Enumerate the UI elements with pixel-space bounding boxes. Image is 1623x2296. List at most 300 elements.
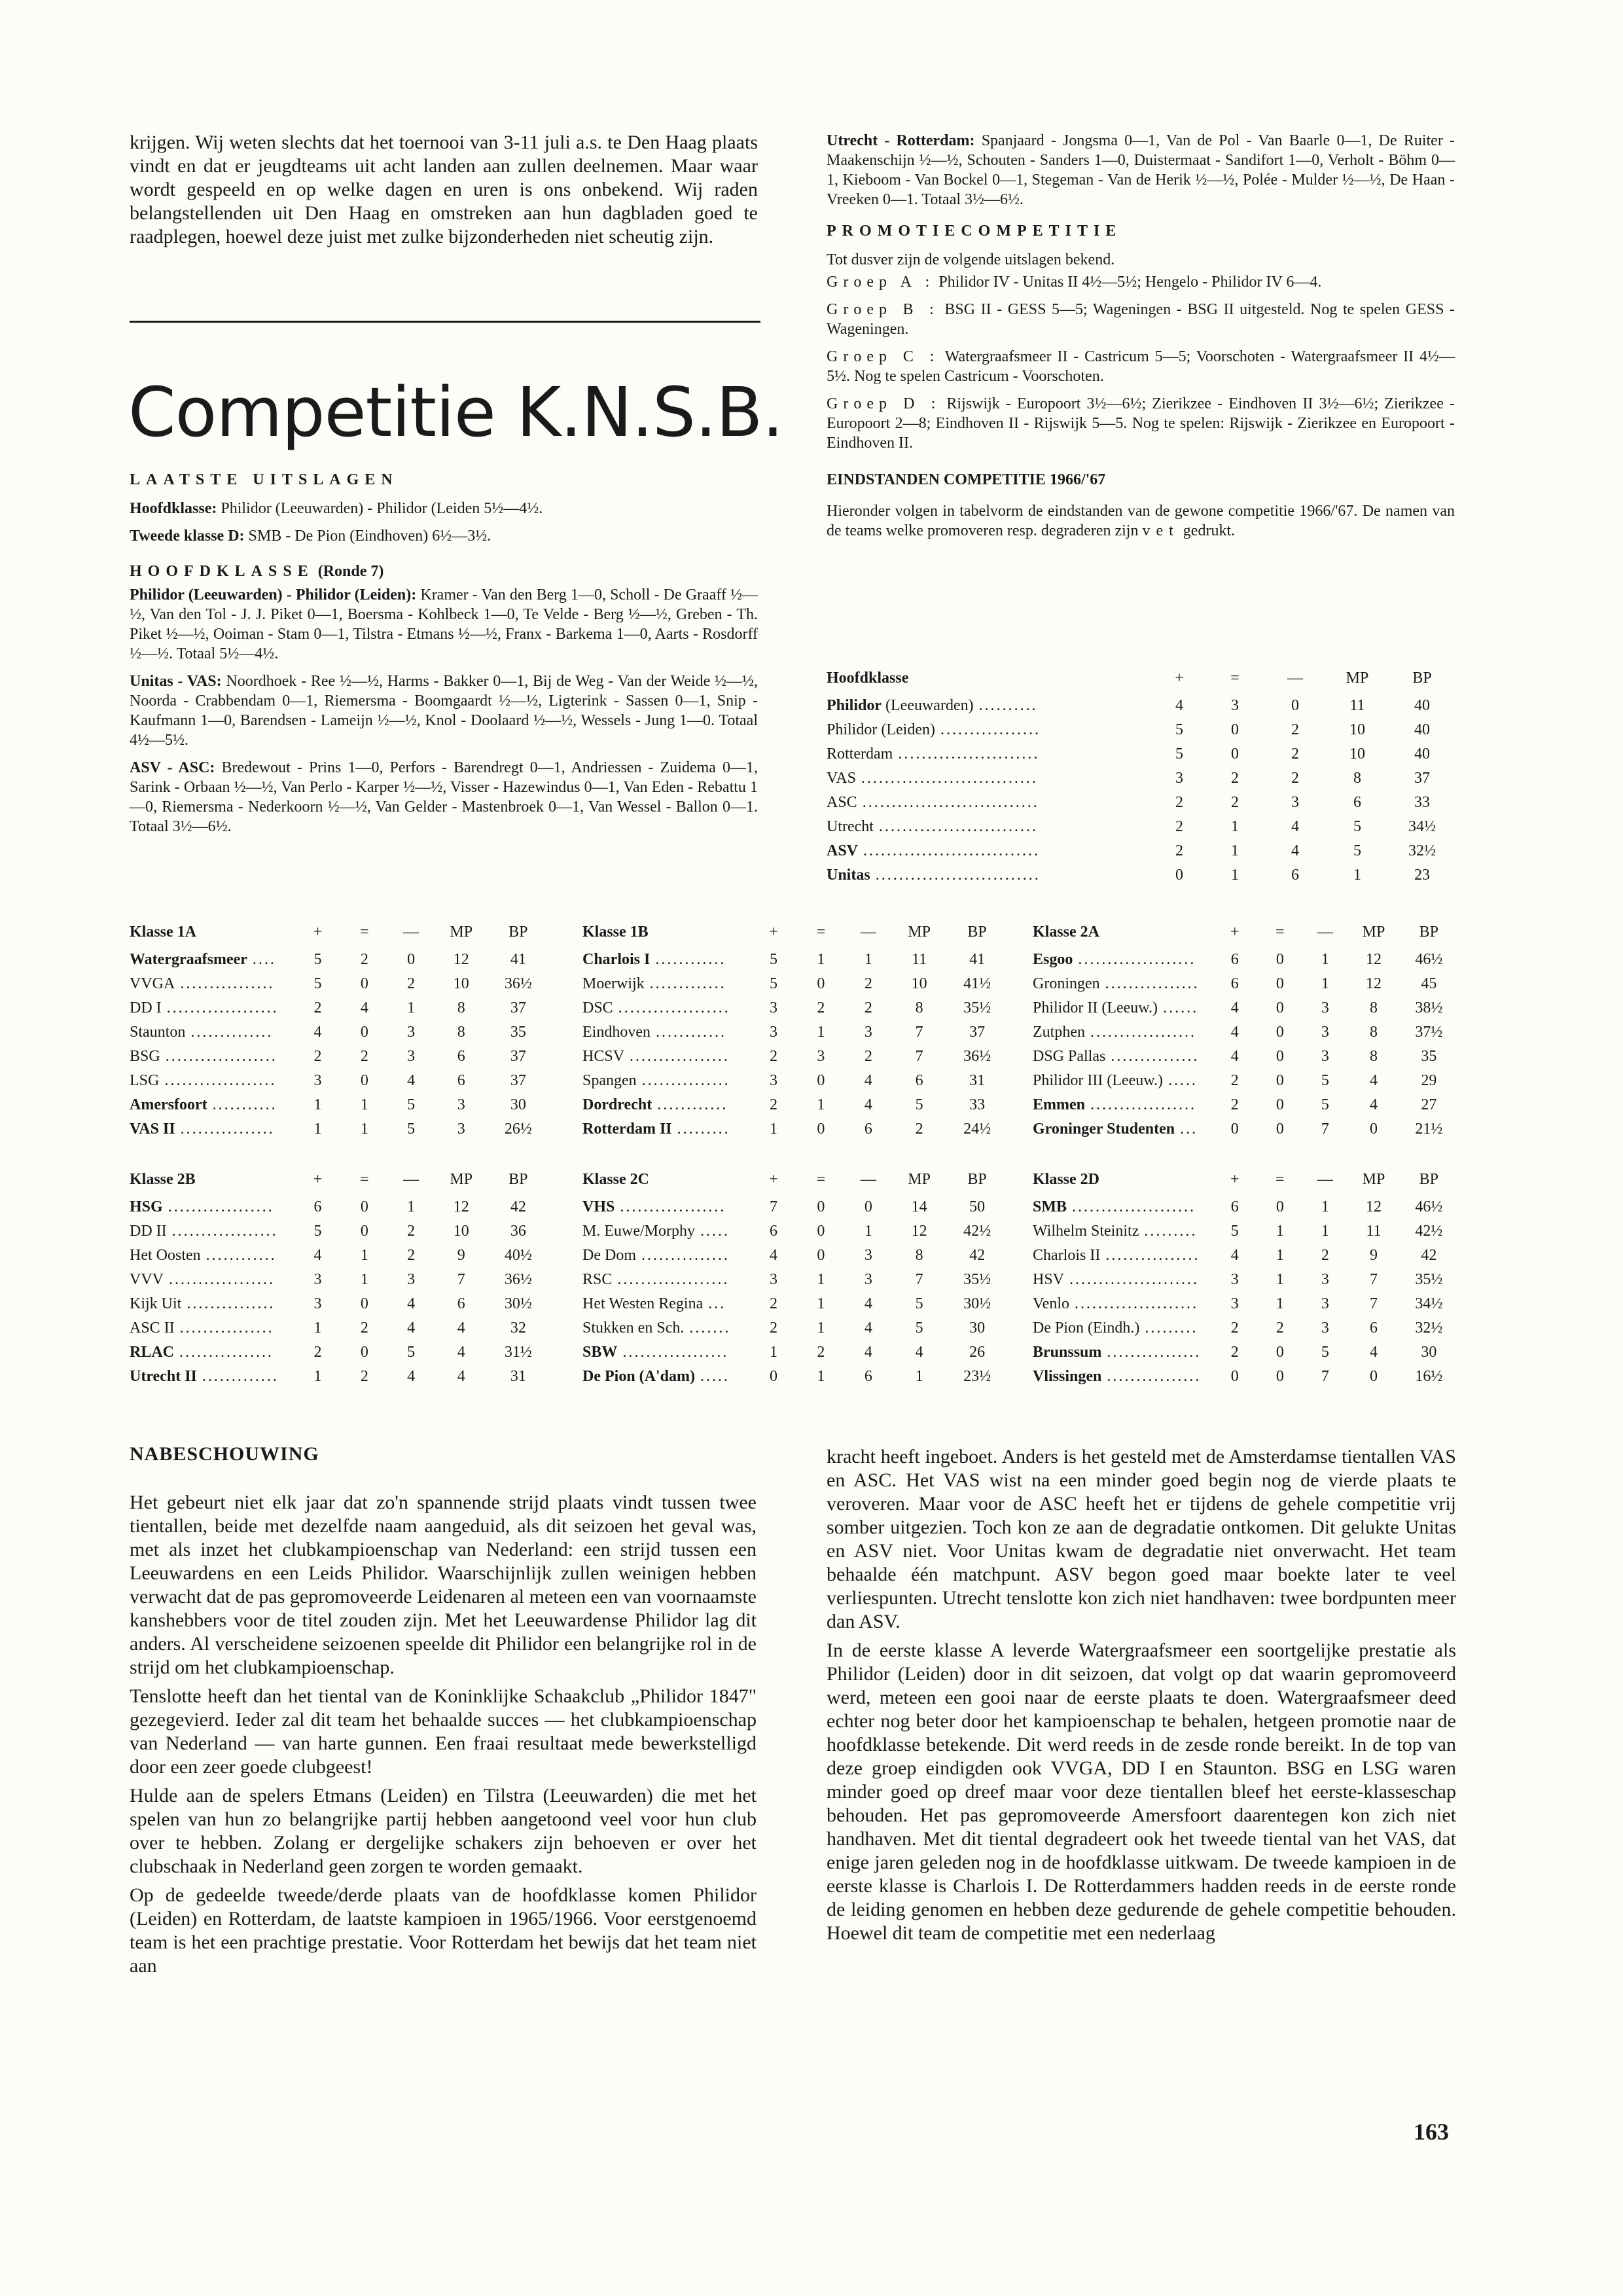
cell-won: 0 bbox=[1230, 1368, 1239, 1385]
table-row bbox=[130, 1093, 548, 1117]
col-bp: BP bbox=[508, 1170, 528, 1188]
team-name-cell bbox=[827, 863, 1154, 888]
cell-mp: 12 bbox=[1366, 1198, 1382, 1215]
team-name: RLAC bbox=[130, 1344, 175, 1361]
table-row bbox=[130, 996, 548, 1020]
leader-dots: .................. bbox=[169, 1271, 275, 1288]
leader-dots: ................... bbox=[618, 999, 730, 1016]
cell-drawn: 1 bbox=[1275, 1295, 1284, 1312]
team-name: DD II bbox=[130, 1223, 167, 1240]
cell-lost: 3 bbox=[407, 1024, 416, 1041]
cell-won: 5 bbox=[313, 1223, 322, 1240]
team-name-cell bbox=[582, 1316, 750, 1340]
cell-bp: 45 bbox=[1421, 975, 1437, 992]
table-row bbox=[582, 1093, 1008, 1117]
leader-dots: .......... bbox=[978, 697, 1038, 714]
table-title: Klasse 2A bbox=[1033, 923, 1099, 941]
table-row bbox=[1033, 1316, 1458, 1340]
team-name-cell bbox=[130, 1268, 294, 1292]
cell-mp: 12 bbox=[1366, 951, 1382, 968]
team-name: Groninger Studenten bbox=[1033, 1121, 1175, 1138]
cell-won: 0 bbox=[1175, 867, 1183, 884]
table-row bbox=[582, 1340, 1008, 1365]
table-row bbox=[1033, 1045, 1458, 1069]
cell-mp: 8 bbox=[1353, 770, 1361, 787]
cell-drawn: 2 bbox=[817, 1344, 825, 1361]
cell-drawn: 0 bbox=[1231, 745, 1239, 762]
cell-bp: 37 bbox=[510, 999, 526, 1016]
team-name: RSC bbox=[582, 1271, 613, 1288]
promotie-group bbox=[827, 347, 1455, 386]
leader-dots: .... bbox=[252, 951, 276, 968]
cell-bp: 42 bbox=[510, 1198, 526, 1215]
cell-bp: 35½ bbox=[963, 999, 991, 1016]
cell-lost: 2 bbox=[864, 975, 872, 992]
col-drawn: = bbox=[1275, 1170, 1285, 1188]
paragraph: Het gebeurt niet elk jaar dat zo'n spannende strijd plaats vindt tussen twee tientallen, beide met dezelfde naam aangeduid, als dit seizoen het geval was, met als inzet het clubkampioenschap van Nederland: een strijd tussen een Leeuwardens en een Leids Philidor. Waarschijnlijk zullen weinigen hebben verwacht dat de pas gepromoveerde Leidenaren al meteen een van voornaamste kanshebbers voor de titel zouden zijn. Met het Leeuwardense Philidor lag dit anders. Al verscheidene seizoenen speelde dit Philidor een belangrijke rol in de strijd om het clubkampioenschap. bbox=[130, 1492, 757, 1678]
cell-drawn: 3 bbox=[817, 1048, 825, 1065]
team-name-cell bbox=[130, 1045, 294, 1069]
group-text: Philidor IV - Unitas II 4½—5½; Hengelo - Philidor IV 6—4. bbox=[938, 274, 1322, 291]
table-row bbox=[130, 948, 548, 972]
cell-won: 2 bbox=[313, 1048, 322, 1065]
team-name: SMB bbox=[1033, 1198, 1067, 1215]
team-name-cell bbox=[582, 1093, 750, 1117]
cell-bp: 31 bbox=[969, 1072, 986, 1089]
team-name-cell bbox=[130, 996, 294, 1020]
cell-drawn: 2 bbox=[1231, 794, 1239, 811]
team-name-cell bbox=[1033, 1268, 1212, 1292]
team-name: VVGA bbox=[130, 975, 175, 992]
match-result bbox=[130, 758, 758, 836]
table-row bbox=[827, 863, 1455, 888]
cell-bp: 42 bbox=[969, 1247, 986, 1264]
leader-dots: ................ bbox=[179, 1319, 274, 1336]
section-divider bbox=[130, 321, 760, 323]
leader-dots: ........................ bbox=[898, 745, 1040, 762]
paragraph: Op de gedeelde tweede/derde plaats van de hoofdklasse komen Philidor (Leiden) en Rotterdam, de laatste kampioen in 1965/1966. Voor eerstgenoemd team is het een prachtige prestatie. Voor Rotterdam het bewijs dat het team niet aan bbox=[130, 1884, 757, 1977]
team-name: VVV bbox=[130, 1271, 164, 1288]
standings-table bbox=[1033, 916, 1458, 1141]
cell-lost: 4 bbox=[1291, 842, 1299, 859]
leader-dots: .............. bbox=[190, 1024, 274, 1041]
leader-dots: ............. bbox=[649, 975, 726, 992]
cell-won: 2 bbox=[769, 1096, 777, 1113]
table-row bbox=[582, 1316, 1008, 1340]
team-name: Eindhoven bbox=[582, 1024, 651, 1041]
match-teams: ASV - ASC: bbox=[130, 759, 215, 776]
cell-bp: 41 bbox=[969, 951, 986, 968]
paragraph: kracht heeft ingeboet. Anders is het gesteld met de Amsterdamse tientallen VAS en ASC. Het VAS wist na een minder goed begin nog de vierde plaats te veroveren. Maar voor de ASC heeft het er tijdens de gehele competitie vrij somber uitgezien. Toch kon ze aan de degradatie ontkomen. Dit gelukte Unitas en ASV niet. Voor Unitas kwam de degradatie niet onverwacht. Het team behaalde één matchpunt. ASV begon goed maar boekte later te veel verliespunten. Utrecht tenslotte kon zich niet handhaven: twee bordpunten meer dan ASV. bbox=[827, 1446, 1456, 1632]
col-drawn: = bbox=[1275, 923, 1285, 941]
cell-drawn: 0 bbox=[817, 1072, 825, 1089]
group-label: Groep D : bbox=[827, 395, 941, 412]
col-lost: — bbox=[860, 923, 876, 941]
cell-mp: 1 bbox=[1353, 867, 1361, 884]
col-lost: — bbox=[1287, 669, 1303, 687]
cell-bp: 31½ bbox=[504, 1344, 532, 1361]
col-bp: BP bbox=[967, 923, 987, 941]
col-drawn: = bbox=[816, 1170, 826, 1188]
cell-bp: 46½ bbox=[1415, 951, 1443, 968]
eind-text-after: gedrukt. bbox=[1183, 522, 1236, 539]
team-name-cell bbox=[1033, 1292, 1212, 1316]
team-name-cell bbox=[582, 1219, 750, 1244]
cell-lost: 4 bbox=[407, 1295, 416, 1312]
cell-drawn: 1 bbox=[360, 1096, 368, 1113]
leader-dots: ...................... bbox=[1069, 1271, 1200, 1288]
cell-won: 1 bbox=[313, 1368, 322, 1385]
cell-lost: 4 bbox=[864, 1319, 872, 1336]
paragraph: Tenslotte heeft dan het tiental van de Koninklijke Schaakclub „Philidor 1847" gezegevierd. Ieder zal dit team het behaalde succes — het clubkampioenschap van Nederland — van harte gunnen. Een fraai resultaat mede bewerkstelligd door een zeer goede clubgeest! bbox=[130, 1685, 757, 1778]
cell-won: 1 bbox=[313, 1121, 322, 1138]
cell-drawn: 2 bbox=[817, 999, 825, 1016]
cell-lost: 3 bbox=[1291, 794, 1299, 811]
cell-won: 3 bbox=[769, 1271, 777, 1288]
table-row bbox=[582, 1219, 1008, 1244]
table-row bbox=[827, 718, 1455, 742]
team-name: Rotterdam bbox=[827, 745, 893, 762]
cell-drawn: 1 bbox=[360, 1271, 368, 1288]
cell-drawn: 0 bbox=[1275, 1072, 1284, 1089]
cell-bp: 36½ bbox=[504, 1271, 532, 1288]
col-drawn: = bbox=[816, 923, 826, 941]
cell-mp: 12 bbox=[1366, 975, 1382, 992]
table-title: Klasse 2D bbox=[1033, 1170, 1099, 1188]
cell-won: 4 bbox=[769, 1247, 777, 1264]
team-name: Amersfoort bbox=[130, 1096, 207, 1113]
cell-lost: 3 bbox=[1321, 1048, 1329, 1065]
cell-bp: 35½ bbox=[963, 1271, 991, 1288]
cell-mp: 11 bbox=[912, 951, 927, 968]
cell-bp: 40 bbox=[1414, 697, 1430, 714]
col-won: + bbox=[313, 1170, 323, 1188]
cell-won: 6 bbox=[1230, 975, 1239, 992]
cell-mp: 4 bbox=[457, 1319, 465, 1336]
cell-won: 4 bbox=[313, 1024, 322, 1041]
team-name: Vlissingen bbox=[1033, 1368, 1102, 1385]
table-row bbox=[130, 1365, 548, 1389]
team-name-cell bbox=[827, 815, 1154, 839]
table-header-row bbox=[582, 916, 1008, 948]
team-name-cell bbox=[582, 996, 750, 1020]
cell-mp: 7 bbox=[915, 1024, 923, 1041]
team-name: Philidor bbox=[827, 697, 882, 714]
standings-table bbox=[130, 1164, 548, 1389]
cell-drawn: 1 bbox=[1275, 1223, 1284, 1240]
cell-won: 7 bbox=[769, 1198, 777, 1215]
cell-mp: 0 bbox=[1370, 1121, 1378, 1138]
promotie-group bbox=[827, 300, 1455, 339]
cell-won: 5 bbox=[313, 951, 322, 968]
col-lost: — bbox=[1317, 923, 1333, 941]
cell-drawn: 1 bbox=[817, 951, 825, 968]
leader-dots: .............................. bbox=[861, 770, 1038, 787]
cell-mp: 6 bbox=[1353, 794, 1361, 811]
col-won: + bbox=[769, 923, 778, 941]
cell-lost: 7 bbox=[1321, 1121, 1329, 1138]
table-row bbox=[582, 1268, 1008, 1292]
cell-mp: 6 bbox=[457, 1295, 465, 1312]
cell-drawn: 1 bbox=[817, 1271, 825, 1288]
cell-bp: 26 bbox=[969, 1344, 986, 1361]
leader-dots: .................. bbox=[622, 1344, 729, 1361]
col-mp: MP bbox=[1346, 669, 1369, 687]
cell-drawn: 1 bbox=[817, 1319, 825, 1336]
cell-mp: 8 bbox=[1370, 1048, 1378, 1065]
table-row bbox=[1033, 948, 1458, 972]
cell-mp: 6 bbox=[1370, 1319, 1378, 1336]
cell-drawn: 0 bbox=[360, 1223, 368, 1240]
leader-dots: ........................... bbox=[878, 818, 1038, 835]
team-name-cell bbox=[1033, 1244, 1212, 1268]
cell-mp: 10 bbox=[1349, 745, 1365, 762]
standings-table bbox=[582, 1164, 1008, 1389]
leader-dots: ......... bbox=[1144, 1223, 1198, 1240]
leader-dots: ....... bbox=[689, 1319, 731, 1336]
cell-mp: 6 bbox=[915, 1072, 923, 1089]
team-name-cell bbox=[1033, 972, 1212, 996]
team-name: Philidor III (Leeuw.) bbox=[1033, 1072, 1164, 1089]
cell-drawn: 0 bbox=[817, 1121, 825, 1138]
cell-won: 1 bbox=[313, 1096, 322, 1113]
nabeschouwing-heading: NABESCHOUWING bbox=[130, 1443, 319, 1465]
table-row bbox=[130, 1292, 548, 1316]
col-bp: BP bbox=[1419, 1170, 1438, 1188]
team-name-cell bbox=[130, 1020, 294, 1045]
cell-mp: 7 bbox=[915, 1048, 923, 1065]
cell-bp: 50 bbox=[969, 1198, 986, 1215]
cell-lost: 3 bbox=[864, 1024, 872, 1041]
table-header-row bbox=[582, 1164, 1008, 1195]
team-name: HSG bbox=[130, 1198, 163, 1215]
cell-won: 1 bbox=[769, 1344, 777, 1361]
team-name-cell bbox=[1033, 1117, 1212, 1141]
table-row bbox=[827, 766, 1455, 791]
cell-lost: 5 bbox=[1321, 1344, 1329, 1361]
leader-dots: ............... bbox=[1111, 1048, 1200, 1065]
cell-lost: 1 bbox=[864, 951, 872, 968]
cell-mp: 4 bbox=[457, 1344, 465, 1361]
cell-lost: 3 bbox=[1321, 1271, 1329, 1288]
col-mp: MP bbox=[450, 923, 473, 941]
cell-won: 4 bbox=[1230, 1048, 1239, 1065]
cell-won: 5 bbox=[769, 951, 777, 968]
table-row bbox=[130, 1219, 548, 1244]
leader-dots: ..... bbox=[700, 1368, 730, 1385]
cell-mp: 12 bbox=[911, 1223, 927, 1240]
right-column-top bbox=[827, 131, 1455, 548]
team-name: VHS bbox=[582, 1198, 615, 1215]
team-name: Unitas bbox=[827, 867, 870, 884]
cell-drawn: 4 bbox=[360, 999, 368, 1016]
cell-drawn: 2 bbox=[360, 951, 368, 968]
cell-drawn: 0 bbox=[360, 1344, 368, 1361]
team-name-cell bbox=[582, 1340, 750, 1365]
table-row bbox=[582, 1045, 1008, 1069]
table-row bbox=[582, 1244, 1008, 1268]
cell-mp: 7 bbox=[1370, 1295, 1378, 1312]
cell-drawn: 1 bbox=[1275, 1271, 1284, 1288]
col-mp: MP bbox=[1362, 1170, 1385, 1188]
group-text: Rijswijk - Europoort 3½—6½; Zierikzee - Eindhoven II 3½—6½; Zierikzee - Europoort 2—8; Eindhoven II - Rijswijk 5—5. Nog te spelen: Rijswijk - Zierikzee en Europoort - Eindhoven II. bbox=[827, 395, 1455, 452]
eind-intro bbox=[827, 501, 1455, 541]
team-name: Wilhelm Steinitz bbox=[1033, 1223, 1139, 1240]
table-row bbox=[582, 1020, 1008, 1045]
cell-bp: 33 bbox=[969, 1096, 986, 1113]
team-name: Zutphen bbox=[1033, 1024, 1085, 1041]
cell-lost: 1 bbox=[864, 1223, 872, 1240]
cell-bp: 16½ bbox=[1415, 1368, 1443, 1385]
promotie-intro: Tot dusver zijn de volgende uitslagen bekend. bbox=[827, 251, 1115, 268]
table-row bbox=[1033, 1195, 1458, 1219]
leader-dots: ................. bbox=[940, 721, 1041, 738]
cell-won: 5 bbox=[769, 975, 777, 992]
team-name-cell bbox=[827, 742, 1154, 766]
eind-heading: EINDSTANDEN COMPETITIE 1966/'67 bbox=[827, 471, 1106, 488]
team-name: DSC bbox=[582, 999, 613, 1016]
tweede-result bbox=[130, 526, 758, 546]
round-heading-line bbox=[130, 562, 758, 581]
team-name: VAS II bbox=[130, 1121, 175, 1138]
cell-lost: 1 bbox=[1321, 975, 1329, 992]
leader-dots: ................ bbox=[179, 1344, 274, 1361]
leader-dots: ... bbox=[1180, 1121, 1198, 1138]
cell-won: 3 bbox=[769, 999, 777, 1016]
cell-won: 1 bbox=[313, 1319, 322, 1336]
cell-mp: 6 bbox=[457, 1072, 465, 1089]
latest-heading: LAATSTE UITSLAGEN bbox=[130, 471, 399, 488]
team-name: Groningen bbox=[1033, 975, 1100, 992]
team-name: HCSV bbox=[582, 1048, 625, 1065]
cell-won: 6 bbox=[769, 1223, 777, 1240]
cell-lost: 4 bbox=[864, 1344, 872, 1361]
team-name: Het Oosten bbox=[130, 1247, 201, 1264]
cell-bp: 35 bbox=[1421, 1048, 1437, 1065]
team-name: De Dom bbox=[582, 1247, 636, 1264]
cell-bp: 21½ bbox=[1415, 1121, 1443, 1138]
cell-mp: 3 bbox=[457, 1121, 465, 1138]
leader-dots: ............ bbox=[205, 1247, 277, 1264]
cell-drawn: 1 bbox=[1231, 867, 1239, 884]
team-name: Philidor (Leiden) bbox=[827, 721, 935, 738]
table-row bbox=[130, 1195, 548, 1219]
cell-bp: 42½ bbox=[1415, 1223, 1443, 1240]
table-header-row bbox=[1033, 916, 1458, 948]
col-mp: MP bbox=[450, 1170, 473, 1188]
cell-lost: 4 bbox=[407, 1072, 416, 1089]
cell-lost: 5 bbox=[1321, 1096, 1329, 1113]
team-name-cell bbox=[130, 948, 294, 972]
cell-bp: 37 bbox=[510, 1048, 526, 1065]
cell-won: 2 bbox=[1230, 1072, 1239, 1089]
cell-won: 3 bbox=[1230, 1295, 1239, 1312]
team-name: Watergraafsmeer bbox=[130, 951, 247, 968]
cell-mp: 7 bbox=[915, 1271, 923, 1288]
cell-bp: 30 bbox=[1421, 1344, 1437, 1361]
cell-bp: 40 bbox=[1414, 721, 1430, 738]
paragraph: Hulde aan de spelers Etmans (Leiden) en Tilstra (Leeuwarden) die met het spelen van hun zo belangrijke partij hebben aangetoond veel voor hun club over te hebben. Zolang er dergelijke schakers zijn behoeven er over het clubschaak in Nederland geen zorgen te worden gemaakt. bbox=[130, 1785, 757, 1877]
cell-drawn: 0 bbox=[1275, 1096, 1284, 1113]
team-name: Rotterdam II bbox=[582, 1121, 672, 1138]
standings-table bbox=[582, 916, 1008, 1141]
team-name-cell bbox=[582, 1117, 750, 1141]
team-name-suffix: (Leeuwarden) bbox=[882, 697, 974, 714]
table-row bbox=[130, 1244, 548, 1268]
cell-won: 2 bbox=[1175, 794, 1183, 811]
team-name: Philidor II (Leeuw.) bbox=[1033, 999, 1158, 1016]
table-title: Klasse 1B bbox=[582, 923, 649, 941]
table-row bbox=[582, 1117, 1008, 1141]
leader-dots: ................... bbox=[617, 1271, 730, 1288]
team-name-cell bbox=[582, 972, 750, 996]
team-name-cell bbox=[1033, 948, 1212, 972]
team-name-cell bbox=[582, 1365, 750, 1389]
team-name-cell bbox=[582, 1268, 750, 1292]
cell-bp: 41 bbox=[510, 951, 526, 968]
cell-lost: 2 bbox=[1321, 1247, 1329, 1264]
cell-bp: 38½ bbox=[1415, 999, 1443, 1016]
team-name-cell bbox=[582, 1195, 750, 1219]
cell-lost: 3 bbox=[1321, 1295, 1329, 1312]
cell-bp: 30½ bbox=[963, 1295, 991, 1312]
cell-mp: 8 bbox=[1370, 1024, 1378, 1041]
team-name: Venlo bbox=[1033, 1295, 1069, 1312]
cell-drawn: 0 bbox=[817, 975, 825, 992]
table-title: Klasse 2C bbox=[582, 1170, 649, 1188]
cell-mp: 12 bbox=[453, 951, 469, 968]
team-name: Emmen bbox=[1033, 1096, 1085, 1113]
cell-bp: 26½ bbox=[504, 1121, 532, 1138]
cell-lost: 4 bbox=[864, 1072, 872, 1089]
cell-lost: 7 bbox=[1321, 1368, 1329, 1385]
page-title: Competitie K.N.S.B. bbox=[128, 372, 783, 452]
leader-dots: ..................... bbox=[1072, 1198, 1196, 1215]
cell-drawn: 1 bbox=[1231, 842, 1239, 859]
cell-drawn: 0 bbox=[1275, 1024, 1284, 1041]
leader-dots: ................... bbox=[165, 1048, 277, 1065]
cell-mp: 11 bbox=[1349, 697, 1365, 714]
cell-won: 2 bbox=[313, 1344, 322, 1361]
table-row bbox=[582, 948, 1008, 972]
table-row bbox=[1033, 1365, 1458, 1389]
cell-drawn: 0 bbox=[360, 975, 368, 992]
team-name-cell bbox=[1033, 1020, 1212, 1045]
table-row bbox=[130, 1069, 548, 1093]
cell-won: 3 bbox=[769, 1024, 777, 1041]
team-name-cell bbox=[1033, 1316, 1212, 1340]
col-lost: — bbox=[403, 923, 419, 941]
cell-won: 4 bbox=[1230, 1024, 1239, 1041]
team-name: Stukken en Sch. bbox=[582, 1319, 685, 1336]
group-label: Groep A : bbox=[827, 274, 935, 291]
cell-bp: 46½ bbox=[1415, 1198, 1443, 1215]
cell-lost: 1 bbox=[1321, 1198, 1329, 1215]
cell-won: 2 bbox=[769, 1048, 777, 1065]
team-name-cell bbox=[1033, 1069, 1212, 1093]
cell-mp: 5 bbox=[915, 1319, 923, 1336]
cell-bp: 36½ bbox=[963, 1048, 991, 1065]
team-name: Brunssum bbox=[1033, 1344, 1102, 1361]
team-name-cell bbox=[1033, 1340, 1212, 1365]
team-name-cell bbox=[130, 1365, 294, 1389]
cell-won: 6 bbox=[1230, 1198, 1239, 1215]
leader-dots: ............ bbox=[657, 1096, 728, 1113]
col-drawn: = bbox=[1230, 669, 1240, 687]
cell-lost: 2 bbox=[1291, 721, 1299, 738]
cell-lost: 5 bbox=[407, 1121, 416, 1138]
team-name-cell bbox=[1033, 1219, 1212, 1244]
